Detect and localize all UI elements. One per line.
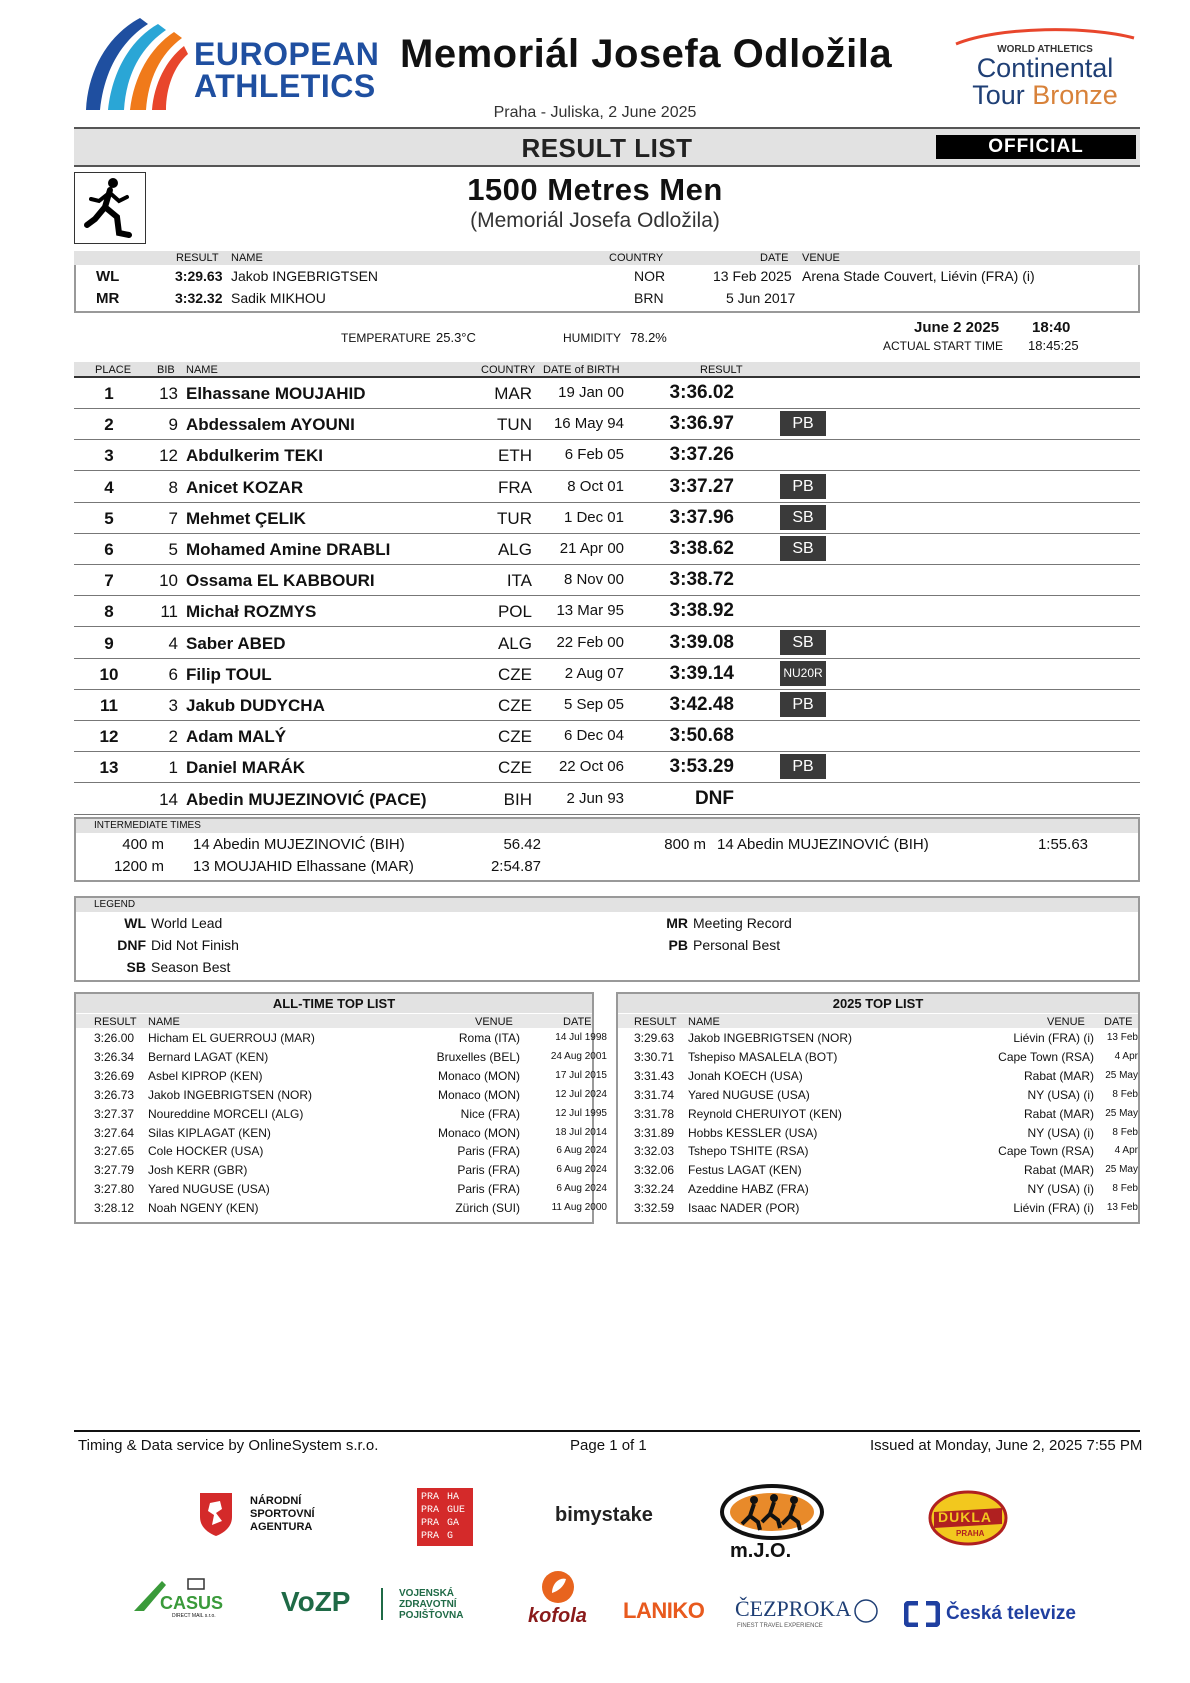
nsa-logo: NÁRODNÍ SPORTOVNÍ AGENTURA <box>198 1491 338 1539</box>
result-dob: 21 Apr 00 <box>559 540 624 557</box>
actual-start-time: 18:45:25 <box>1028 338 1079 353</box>
result-row <box>74 721 1140 752</box>
scheduled-time: 18:40 <box>1032 319 1071 336</box>
top-list-row <box>76 1067 607 1086</box>
result-row <box>74 409 1140 440</box>
record-code: WL <box>96 268 120 285</box>
season-title: 2025 TOP LIST <box>618 994 1138 1013</box>
top-list-result: 3:27.65 <box>94 1144 135 1159</box>
top-list-venue: Paris (FRA) <box>457 1144 520 1159</box>
result-country: ETH <box>498 446 532 466</box>
temperature-value: 25.3°C <box>436 330 476 345</box>
temperature-label: TEMPERATURE <box>341 331 431 345</box>
result-row <box>74 503 1140 534</box>
all-time-header: RESULT NAME VENUE DATE <box>76 1014 592 1028</box>
result-row <box>74 752 1140 783</box>
intermediate-athlete: 14 Abedin MUJEZINOVIĆ (BIH) <box>193 836 405 853</box>
dukla-logo: DUKLA PRAHA <box>928 1490 1008 1546</box>
kofola-leaf-icon <box>524 1569 590 1605</box>
top-list-row <box>76 1161 607 1180</box>
record-venue: Arena Stade Couvert, Liévin (FRA) (i) <box>802 268 1035 284</box>
venue-date: Praha - Juliska, 2 June 2025 <box>493 104 697 121</box>
top-list-date: 4 Apr <box>1114 1050 1138 1062</box>
result-time: 3:37.26 <box>669 444 734 466</box>
result-row <box>74 565 1140 596</box>
result-dob: 13 Mar 95 <box>556 602 624 620</box>
top-list-date: 11 Aug 2000 <box>551 1202 607 1214</box>
result-name: Ossama EL KABBOURI <box>186 571 375 591</box>
record-row <box>74 290 1140 312</box>
top-list-name: Bernard LAGAT (KEN) <box>148 1049 269 1064</box>
result-dob: 19 Jan 00 <box>558 384 624 401</box>
result-country: POL <box>497 602 532 622</box>
legend-code: WL <box>124 915 146 931</box>
result-row <box>74 378 1140 409</box>
result-time: 3:38.72 <box>669 569 734 591</box>
top-list-venue: Monaco (MON) <box>437 1125 520 1140</box>
tour-swoosh-icon <box>950 28 1140 48</box>
top-list-result: 3:31.43 <box>634 1068 675 1083</box>
top-list-venue: Nice (FRA) <box>460 1106 520 1121</box>
issued-time: Issued at Monday, June 2, 2025 7:55 PM <box>870 1437 1143 1454</box>
cezproka-logo: ČEZPROKA FINEST TRAVEL EXPERIENCE <box>735 1596 885 1632</box>
result-badge: SB <box>780 630 826 655</box>
top-list-date: 14 Jul 1998 <box>555 1032 607 1043</box>
top-list-row <box>76 1029 607 1048</box>
top-list-venue: Liévin (FRA) (i) <box>1013 1201 1094 1216</box>
top-list-result: 3:31.89 <box>634 1125 675 1140</box>
top-list-name: Yared NUGUSE (USA) <box>148 1182 270 1197</box>
top-list-result: 3:26.73 <box>94 1087 135 1102</box>
intermediate-time: 1:55.63 <box>1037 836 1088 853</box>
result-bib: 1 <box>168 758 178 778</box>
result-row <box>74 596 1140 627</box>
top-list-date: 6 Aug 2024 <box>556 1183 607 1195</box>
result-row <box>74 472 1140 503</box>
top-list-result: 3:27.80 <box>94 1182 135 1197</box>
result-row <box>74 440 1140 471</box>
result-place: 12 <box>99 727 119 747</box>
top-list-result: 3:32.59 <box>634 1201 675 1216</box>
top-list-name: Hobbs KESSLER (USA) <box>688 1125 818 1140</box>
continental-tour-logo: WORLD ATHLETICS Continental Tour Bronze <box>950 24 1140 116</box>
top-list-result: 3:28.12 <box>94 1201 135 1216</box>
result-row <box>74 784 1140 815</box>
ea-wordmark: EUROPEAN ATHLETICS <box>194 36 380 104</box>
top-list-row <box>618 1199 1138 1218</box>
top-list-row <box>618 1124 1138 1143</box>
result-place: 5 <box>104 508 114 528</box>
legend-text: Did Not Finish <box>151 937 239 953</box>
result-place: 3 <box>104 446 114 466</box>
result-dob: 22 Feb 00 <box>556 633 624 651</box>
top-list-venue: Roma (ITA) <box>458 1031 520 1045</box>
top-list-row <box>618 1029 1138 1048</box>
result-time: 3:50.68 <box>669 725 734 747</box>
result-time: 3:42.48 <box>669 694 734 715</box>
top-list-row <box>76 1199 607 1218</box>
top-list-venue: Rabat (MAR) <box>1023 1068 1094 1083</box>
result-place: 2 <box>104 415 114 435</box>
record-country: BRN <box>634 290 664 306</box>
top-list-name: Reynold CHERUIYOT (KEN) <box>688 1106 842 1121</box>
result-place: 6 <box>104 540 114 559</box>
all-time-title: ALL-TIME TOP LIST <box>76 994 592 1013</box>
result-dob: 5 Sep 05 <box>563 696 624 713</box>
top-list-row <box>76 1105 607 1124</box>
top-list-row <box>618 1161 1138 1180</box>
result-country: ITA <box>506 571 532 591</box>
top-list-venue: Liévin (FRA) (i) <box>1013 1031 1094 1045</box>
top-list-venue: Paris (FRA) <box>457 1182 520 1197</box>
top-list-name: Jonah KOECH (USA) <box>688 1068 803 1083</box>
top-list-result: 3:32.24 <box>634 1182 675 1197</box>
result-time: 3:36.97 <box>669 413 734 435</box>
result-country: CZE <box>498 727 532 747</box>
praha-cell: GUE <box>447 1505 466 1516</box>
result-dob: 2 Aug 07 <box>564 664 624 682</box>
top-list-row <box>618 1086 1138 1105</box>
result-name: Saber ABED <box>186 633 286 653</box>
top-list-row <box>618 1105 1138 1124</box>
result-bib: 14 <box>159 789 178 809</box>
top-list-result: 3:26.34 <box>94 1049 135 1064</box>
humidity-label: HUMIDITY <box>563 331 621 345</box>
event-title: 1500 Metres Men <box>467 172 723 207</box>
result-dob: 6 Dec 04 <box>563 727 624 745</box>
result-name: Daniel MARÁK <box>186 758 306 778</box>
records-header: RESULT NAME COUNTRY DATE VENUE <box>74 251 1140 265</box>
season-header: RESULT NAME VENUE DATE <box>618 1014 1138 1028</box>
top-list-date: 6 Aug 2024 <box>556 1164 607 1176</box>
result-bib: 10 <box>159 571 178 591</box>
result-time: 3:36.02 <box>669 382 734 403</box>
record-row <box>74 268 1140 290</box>
result-badge: PB <box>780 754 826 779</box>
top-list-name: Yared NUGUSE (USA) <box>688 1087 810 1102</box>
result-name: Anicet KOZAR <box>186 477 304 497</box>
top-list-row <box>618 1048 1138 1067</box>
top-list-result: 3:29.63 <box>634 1031 675 1045</box>
result-bib: 5 <box>168 540 178 559</box>
result-dob: 8 Nov 00 <box>563 571 624 589</box>
result-bib: 8 <box>168 477 178 497</box>
top-list-name: Noureddine MORCELI (ALG) <box>148 1106 304 1121</box>
result-country: MAR <box>494 384 532 403</box>
result-row <box>74 628 1140 659</box>
top-list-venue: Zürich (SUI) <box>455 1201 520 1216</box>
top-list-date: 8 Feb <box>1112 1088 1138 1100</box>
result-row <box>74 659 1140 690</box>
result-bib: 6 <box>168 664 178 684</box>
top-list-result: 3:32.06 <box>634 1163 675 1178</box>
top-list-date: 17 Jul 2015 <box>555 1069 607 1081</box>
intermediate-time: 2:54.87 <box>490 858 541 875</box>
top-list-result: 3:31.78 <box>634 1106 675 1121</box>
legend-text: Season Best <box>151 959 231 975</box>
result-time: 3:53.29 <box>669 756 734 778</box>
top-list-name: Tshepiso MASALELA (BOT) <box>688 1049 838 1064</box>
record-country: NOR <box>634 268 666 284</box>
result-name: Mohamed Amine DRABLI <box>186 540 391 559</box>
top-list-row <box>76 1142 607 1161</box>
result-time: 3:39.08 <box>669 631 734 653</box>
top-list-date: 4 Apr <box>1114 1145 1138 1157</box>
top-list-date: 25 May <box>1105 1107 1138 1119</box>
result-badge: NU20R <box>780 661 826 686</box>
top-list-result: 3:26.69 <box>94 1068 135 1083</box>
result-dob: 8 Oct 01 <box>567 477 624 495</box>
top-list-venue: Rabat (MAR) <box>1023 1106 1094 1121</box>
humidity-value: 78.2% <box>630 330 667 345</box>
top-list-name: Festus LAGAT (KEN) <box>688 1163 802 1178</box>
result-badge: SB <box>780 505 826 530</box>
mjo-logo: m.J.O. <box>718 1482 826 1562</box>
top-list-date: 8 Feb <box>1112 1126 1138 1138</box>
result-name: Filip TOUL <box>186 664 272 684</box>
top-list-row <box>76 1086 607 1105</box>
result-place: 13 <box>99 758 119 778</box>
result-place: 10 <box>99 664 119 684</box>
intermediate-athlete: 14 Abedin MUJEZINOVIĆ (BIH) <box>717 836 929 853</box>
top-list-date: 8 Feb <box>1112 1183 1138 1195</box>
results-header: PLACE BIB NAME COUNTRY DATE of BIRTH RESULT <box>74 362 1140 378</box>
result-name: Abdulkerim TEKI <box>186 446 323 466</box>
result-dob: 6 Feb 05 <box>564 446 624 464</box>
result-badge: SB <box>780 536 826 561</box>
meeting-title: Memoriál Josefa Odložila <box>400 32 893 76</box>
top-list-name: Cole HOCKER (USA) <box>148 1144 264 1159</box>
result-bib: 13 <box>159 384 178 403</box>
top-list-name: Josh KERR (GBR) <box>148 1163 248 1178</box>
result-row <box>74 534 1140 565</box>
top-list-date: 25 May <box>1105 1069 1138 1081</box>
result-name: Elhassane MOUJAHID <box>186 384 366 403</box>
kofola-logo: kofola <box>524 1569 590 1639</box>
result-dob: 1 Dec 01 <box>563 508 624 526</box>
result-badge: PB <box>780 411 826 436</box>
ct-brackets-icon <box>904 1601 940 1627</box>
laniko-logo: LANIKO <box>623 1598 705 1623</box>
legend-text: World Lead <box>151 915 223 931</box>
top-list-venue: Cape Town (RSA) <box>998 1049 1094 1064</box>
top-list-row <box>618 1067 1138 1086</box>
cezproka-seal-icon <box>853 1598 879 1624</box>
top-list-row <box>618 1180 1138 1199</box>
intermediate-time: 56.42 <box>503 836 541 853</box>
top-list-date: 12 Jul 1995 <box>555 1107 607 1119</box>
result-bib: 4 <box>168 633 178 653</box>
result-dob: 16 May 94 <box>553 415 624 433</box>
result-dob: 2 Jun 93 <box>566 789 624 807</box>
event-subtitle: (Memoriál Josefa Odložila) <box>470 209 720 232</box>
legend-text: Meeting Record <box>693 915 792 931</box>
result-time: DNF <box>694 787 734 809</box>
top-list-venue: Cape Town (RSA) <box>998 1144 1094 1159</box>
result-place: 7 <box>104 571 114 591</box>
intermediate-times-box <box>74 817 1140 882</box>
result-time: 3:37.96 <box>669 506 734 528</box>
result-time: 3:39.14 <box>669 662 734 684</box>
season-top-list <box>616 992 1140 1224</box>
result-country: FRA <box>498 477 532 497</box>
top-list-name: Azeddine HABZ (FRA) <box>688 1182 809 1197</box>
result-country: ALG <box>497 540 532 559</box>
top-list-date: 12 Jul 2024 <box>555 1088 607 1100</box>
record-result: 3:32.32 <box>175 290 223 306</box>
top-list-result: 3:30.71 <box>634 1049 675 1064</box>
result-place: 8 <box>104 602 114 622</box>
top-list-result: 3:26.00 <box>94 1031 135 1045</box>
result-badge: PB <box>780 474 826 499</box>
casus-logo: CASUS DIRECT MAIL s.r.o. <box>132 1577 222 1623</box>
record-code: MR <box>96 290 120 307</box>
result-dob: 22 Oct 06 <box>558 758 624 776</box>
top-list-row <box>618 1142 1138 1161</box>
intermediate-distance: 1200 m <box>113 858 164 875</box>
top-list-name: Silas KIPLAGAT (KEN) <box>148 1125 271 1140</box>
bimystake-logo: bimystake <box>555 1504 653 1526</box>
result-bib: 9 <box>168 415 178 435</box>
footer-divider <box>74 1430 1140 1432</box>
result-bib: 12 <box>159 446 178 466</box>
result-time: 3:38.92 <box>669 600 734 622</box>
event-date: June 2 2025 <box>914 319 1000 336</box>
top-list-venue: NY (USA) (i) <box>1027 1182 1094 1197</box>
result-bib: 7 <box>168 508 178 528</box>
legend-code: DNF <box>117 937 146 953</box>
timing-credit: Timing & Data service by OnlineSystem s.r.o. <box>78 1437 379 1454</box>
legend-box <box>74 896 1140 982</box>
top-list-venue: NY (USA) (i) <box>1027 1125 1094 1140</box>
record-date: 5 Jun 2017 <box>726 290 796 306</box>
result-bib: 2 <box>168 727 178 747</box>
praha-cell: HA <box>447 1492 460 1503</box>
top-list-result: 3:31.74 <box>634 1087 675 1102</box>
top-list-result: 3:32.03 <box>634 1144 675 1159</box>
top-list-date: 13 Feb <box>1106 1202 1138 1214</box>
czech-lion-shield-icon <box>198 1491 234 1537</box>
top-list-row <box>76 1124 607 1143</box>
result-time: 3:37.27 <box>669 475 734 497</box>
top-list-venue: Monaco (MON) <box>437 1068 520 1083</box>
result-time: 3:38.62 <box>669 538 734 559</box>
result-country: CZE <box>498 664 532 684</box>
top-list-venue: Paris (FRA) <box>457 1163 520 1178</box>
legend-code: SB <box>126 959 146 975</box>
result-name: Michał ROZMYS <box>186 602 317 622</box>
record-result: 3:29.63 <box>175 268 223 284</box>
top-list-result: 3:27.79 <box>94 1163 135 1178</box>
vozp-logo: VoZP VOJENSKÁ ZDRAVOTNÍ POJIŠŤOVNA <box>281 1586 464 1621</box>
result-name: Adam MALÝ <box>186 727 287 747</box>
record-name: Sadik MIKHOU <box>231 290 326 306</box>
result-name: Mehmet ÇELIK <box>186 508 306 528</box>
intermediate-distance: 800 m <box>664 836 706 853</box>
intermediate-athlete: 13 MOUJAHID Elhassane (MAR) <box>193 858 414 875</box>
result-badge: PB <box>780 692 826 717</box>
top-list-name: Asbel KIPROP (KEN) <box>148 1068 263 1083</box>
praha-cell: G <box>447 1531 454 1542</box>
result-name: Abedin MUJEZINOVIĆ (PACE) <box>186 789 427 809</box>
ceska-televize-logo: Česká televize <box>904 1601 1084 1631</box>
result-country: CZE <box>498 696 532 715</box>
top-list-name: Hicham EL GUERROUJ (MAR) <box>148 1031 315 1045</box>
legend-code: PB <box>668 937 688 953</box>
top-list-date: 6 Aug 2024 <box>556 1145 607 1157</box>
result-place: 9 <box>104 633 114 653</box>
mjo-runners-icon <box>718 1482 826 1542</box>
top-list-venue: Bruxelles (BEL) <box>436 1049 520 1064</box>
top-list-name: Jakob INGEBRIGTSEN (NOR) <box>148 1087 313 1102</box>
result-list-title: RESULT LIST <box>521 133 693 163</box>
intermediate-distance: 400 m <box>122 836 164 853</box>
page-number: Page 1 of 1 <box>570 1437 647 1454</box>
result-place: 11 <box>100 696 118 715</box>
legend-title: LEGEND <box>76 898 1138 912</box>
top-list-result: 3:27.64 <box>94 1125 135 1140</box>
top-list-name: Jakob INGEBRIGTSEN (NOR) <box>688 1031 853 1045</box>
top-list-date: 25 May <box>1105 1164 1138 1176</box>
legend-text: Personal Best <box>693 937 781 953</box>
top-list-date: 13 Feb <box>1106 1032 1138 1043</box>
praha-cell: PRA <box>421 1531 440 1542</box>
top-list-name: Isaac NADER (POR) <box>688 1201 800 1216</box>
result-bib: 11 <box>160 602 178 622</box>
legend-code: MR <box>666 915 688 931</box>
result-name: Jakub DUDYCHA <box>186 696 325 715</box>
top-list-venue: Rabat (MAR) <box>1023 1163 1094 1178</box>
praha-logo <box>417 1488 473 1546</box>
result-place: 1 <box>104 384 114 403</box>
record-name: Jakob INGEBRIGTSEN <box>231 268 379 284</box>
praha-cell: GA <box>447 1518 460 1529</box>
result-row <box>74 690 1140 721</box>
result-bib: 3 <box>168 696 178 715</box>
top-list-date: 18 Jul 2014 <box>555 1126 607 1138</box>
top-list-date: 24 Aug 2001 <box>550 1050 607 1062</box>
result-country: ALG <box>497 633 532 653</box>
result-country: CZE <box>498 758 532 778</box>
result-place: 4 <box>104 477 114 497</box>
record-date: 13 Feb 2025 <box>713 268 792 284</box>
praha-cell: PRA <box>421 1518 440 1529</box>
top-list-name: Tshepo TSHITE (RSA) <box>688 1144 809 1159</box>
top-list-result: 3:27.37 <box>94 1106 135 1121</box>
result-country: BIH <box>503 789 532 809</box>
top-list-row <box>76 1180 607 1199</box>
top-list-venue: Monaco (MON) <box>437 1087 520 1102</box>
top-list-row <box>76 1048 607 1067</box>
top-list-name: Noah NGENY (KEN) <box>148 1201 259 1216</box>
result-country: TUR <box>497 508 532 528</box>
top-list-venue: NY (USA) (i) <box>1027 1087 1094 1102</box>
praha-cell: PRA <box>421 1492 440 1503</box>
result-name: Abdessalem AYOUNI <box>186 415 355 435</box>
all-time-top-list <box>74 992 607 1224</box>
official-badge: OFFICIAL <box>936 135 1136 159</box>
praha-cell: PRA <box>421 1505 440 1516</box>
actual-start-label: ACTUAL START TIME <box>883 339 1004 353</box>
intermediate-times-title: INTERMEDIATE TIMES <box>76 819 1138 833</box>
result-country: TUN <box>497 415 532 435</box>
